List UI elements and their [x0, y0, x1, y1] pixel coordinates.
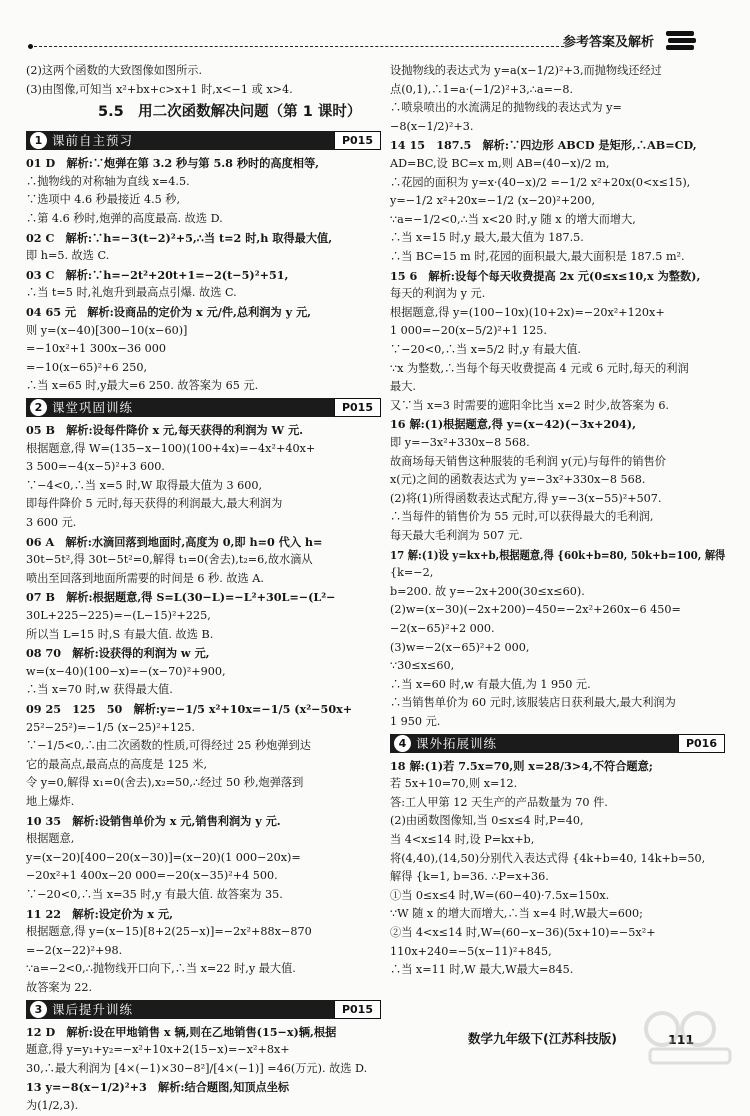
answer-line: =−10x²+1 300x−36 000	[26, 342, 167, 356]
answer-line: 即每件降价 5 元时,每天获得的利润最大,最大利润为	[26, 497, 283, 511]
answer-line: ∵−20<0,∴当 x=5/2 时,y 有最大值.	[390, 343, 581, 356]
answer-line: 25²−25²)=−1/5 (x−25)²+125.	[26, 720, 195, 734]
header-dot	[28, 44, 33, 49]
section-label: 课堂巩固训练	[52, 400, 134, 415]
answer-line: 10 35 解析:设销售单价为 x 元,销售利润为 y 元.	[26, 813, 281, 828]
answer-line: 地上爆炸.	[26, 795, 75, 808]
page-number: 111	[668, 1032, 695, 1047]
section-page-ref: P016	[678, 734, 725, 753]
section-number: 3	[30, 1001, 47, 1018]
answer-line: ∴当 x=11 时,W 最大,W最大=845.	[390, 963, 574, 977]
section-bar	[390, 734, 725, 753]
answer-line: 12 D 解析:设在甲地销售 x 辆,则在乙地销售(15−x)辆,根据	[26, 1024, 337, 1039]
answer-line: 3 600 元.	[26, 516, 77, 529]
answer-line: ∴花园的面积为 y=x·(40−x)/2 =−1/2 x²+20x(0<x≤15),	[390, 175, 691, 189]
answer-line: {k=−2,	[390, 566, 434, 580]
section-bar	[26, 1000, 381, 1019]
answer-line: ∵W 随 x 的增大而增大,∴当 x=4 时,W最大=600;	[390, 907, 643, 921]
section-page-ref: P015	[334, 131, 381, 150]
answer-line: 02 C 解析:∵h=−3(t−2)²+5,∴当 t=2 时,h 取得最大值,	[26, 230, 333, 245]
answer-line: b=200. 故 y=−2x+200(30≤x≤60).	[390, 584, 585, 598]
answer-line: ∵−4<0,∴当 x=5 时,W 取得最大值为 3 600,	[26, 478, 263, 492]
answer-line: =−10(x−65)²+6 250,	[26, 360, 148, 374]
answer-line: ∴当 x=70 时,w 获得最大值.	[26, 683, 173, 697]
answer-line: 1 950 元.	[390, 715, 441, 728]
lesson-title: 5.5 用二次函数解决问题（第 1 课时）	[98, 104, 362, 121]
answer-line: ∵−1/5<0,∴由二次函数的性质,可得经过 25 秒炮弹到达	[26, 739, 311, 753]
answer-line: ∵选项中 4.6 秒最接近 4.5 秒,	[26, 193, 181, 207]
answer-line: 05 B 解析:设每件降价 x 元,每天获得的利润为 W 元.	[26, 423, 304, 437]
answer-line: ∴当每件的销售价为 55 元时,可以获得最大的毛利润,	[390, 510, 654, 524]
answer-line: (3)由图像,可知当 x²+bx+c>x+1 时,x<−1 或 x>4.	[26, 82, 293, 96]
answer-line: ∴喷泉喷出的水流满足的抛物线的表达式为 y=	[390, 101, 622, 115]
answer-line: 若 5x+10=70,则 x=12.	[390, 777, 518, 791]
answer-line: (2)由函数图像知,当 0≤x≤4 时,P=40,	[390, 814, 584, 828]
answer-line: y=−1/2 x²+20x=−1/2 (x−20)²+200,	[390, 194, 596, 208]
answer-line: 110x+240=−5(x−11)²+845,	[390, 944, 552, 958]
answer-line: 1 000=−20(x−5/2)²+1 125.	[390, 324, 547, 338]
answer-line: ∵30≤x≤60,	[390, 659, 455, 673]
answer-line: ∴当 t=5 时,礼炮升到最高点引爆. 故选 C.	[26, 286, 237, 300]
answer-line: 最大.	[390, 380, 416, 394]
answer-line: 题意,得 y=y₁+y₂=−x²+10x+2(15−x)=−x²+8x+	[26, 1043, 290, 1057]
answer-line: 14 15 187.5 解析:∵四边形 ABCD 是矩形,∴AB=CD,	[390, 138, 697, 153]
answer-line: ∴第 4.6 秒时,炮弹的高度最高. 故选 D.	[26, 212, 223, 225]
answer-line: 则 y=(x−40)[300−10(x−60)]	[26, 323, 188, 337]
answer-line: ∴抛物线的对称轴为直线 x=4.5.	[26, 174, 190, 188]
section-label: 课前自主预习	[52, 133, 134, 149]
answer-line: 即 h=5. 故选 C.	[26, 249, 110, 263]
answer-line: ∴当 x=15 时,y 最大,最大值为 187.5.	[390, 231, 584, 245]
answer-line: 当 4<x≤14 时,设 P=kx+b,	[390, 833, 535, 846]
answer-line: 15 6 解析:设每个每天收费提高 2x 元(0≤x≤10,x 为整数),	[390, 268, 701, 283]
answer-line: 30,∴最大利润为 [4×(−1)×30−8²]/[4×(−1)] =46(万元). 故选 D.	[26, 1061, 368, 1075]
answer-line: 根据题意,得 y=(x−15)[8+2(25−x)]=−2x²+88x−870	[26, 925, 312, 939]
answer-line: 答:工人甲第 12 天生产的产品数量为 70 件.	[390, 795, 608, 809]
section-number: 2	[30, 399, 47, 416]
answer-line: ∴当 BC=15 m 时,花园的面积最大,最大面积是 187.5 m².	[390, 250, 685, 263]
answer-line: 17 解:(1)设 y=kx+b,根据题意,得 {60k+b=80, 50k+b=100, 解得	[390, 547, 726, 562]
section-page-ref: P015	[334, 1000, 381, 1019]
answer-line: ①当 0≤x≤4 时,W=(60−40)·7.5x=150x.	[390, 888, 610, 902]
answer-line: 故答案为 22.	[26, 981, 93, 994]
answer-line: 解得 {k=1, b=36. ∴P=x+36.	[390, 870, 549, 884]
answer-line: y=(x−20)[400−20(x−30)]=(x−20)(1 000−20x)=	[26, 850, 301, 864]
answer-line: ∴当 x=60 时,w 有最大值,为 1 950 元.	[390, 677, 591, 691]
section-number: 1	[30, 132, 47, 149]
answer-line: 令 y=0,解得 x₁=0(舍去),x₂=50,∴经过 50 秒,炮弹落到	[26, 776, 304, 790]
answer-line: 13 y=−8(x−1/2)²+3 解析:结合题图,知顶点坐标	[26, 1080, 290, 1095]
answer-line: ∵a=−1/2<0,∴当 x<20 时,y 随 x 的增大而增大,	[390, 212, 636, 226]
answer-line: 18 解:(1)若 7.5x=70,则 x=28/3>4,不符合题意;	[390, 758, 653, 773]
answer-line: =−2(x−22)²+98.	[26, 943, 123, 957]
header-rule	[34, 46, 564, 47]
answer-line: 根据题意,得 y=(100−10x)(10+2x)=−20x²+120x+	[390, 305, 665, 319]
answer-line: 它的最高点,最高点的高度是 125 米,	[26, 757, 208, 771]
section-bar	[26, 131, 381, 150]
answer-line: 30L+225−225)=−(L−15)²+225,	[26, 609, 211, 622]
answer-line: ②当 4<x≤14 时,W=(60−x−36)(5x+10)=−5x²+	[390, 926, 656, 939]
answer-line: 09 25 125 50 解析:y=−1/5 x²+10x=−1/5 (x²−50x+	[26, 702, 353, 716]
footer-book-title: 数学九年级下(江苏科技版)	[468, 1031, 617, 1046]
answer-line: 将(4,40),(14,50)分别代入表达式得 {4k+b=40, 14k+b=50,	[390, 851, 706, 865]
section-label: 课后提升训练	[52, 1001, 134, 1017]
answer-line: 每天的利润为 y 元.	[390, 287, 486, 301]
answer-line: (2)这两个函数的大致图像如图所示.	[26, 64, 203, 77]
answer-line: ∵x 为整数,∴当每个每天收费提高 4 元或 6 元时,每天的利润	[390, 361, 689, 375]
answer-line: x(元)之间的函数表达式为 y=−3x²+330x−8 568.	[390, 473, 646, 487]
answer-line: ∴当 x=65 时,y最大=6 250. 故答案为 65 元.	[26, 379, 259, 393]
answer-line: 即 y=−3x²+330x−8 568.	[390, 436, 530, 449]
answer-line: 所以当 L=15 时,S 有最大值. 故选 B.	[26, 627, 214, 641]
answer-line: ∴当销售单价为 60 元时,该服装店日获利最大,最大利润为	[390, 696, 676, 710]
answer-line: 为(1/2,3).	[26, 1099, 79, 1112]
answer-line: 06 A 解析:水滴回落到地面时,高度为 0,即 h=0 代入 h=	[26, 534, 323, 549]
answer-line: AD=BC,设 BC=x m,则 AB=(40−x)/2 m,	[390, 157, 610, 170]
answer-line: 点(0,1),∴1=a·(−1/2)²+3,∴a=−8.	[390, 82, 574, 96]
book-stack-icon	[664, 28, 698, 54]
answer-line: 故商场每天销售这种服装的毛利润 y(元)与每件的销售价	[390, 454, 666, 468]
answer-line: 03 C 解析:∵h=−2t²+20t+1=−2(t−5)²+51,	[26, 267, 289, 282]
section-label: 课外拓展训练	[416, 735, 498, 751]
answer-line: 根据题意,得 W=(135−x−100)(100+4x)=−4x²+40x+	[26, 441, 316, 455]
watermark-logo	[640, 1005, 740, 1070]
answer-line: 08 70 解析:设获得的利润为 w 元,	[26, 646, 210, 661]
answer-line: (2)w=(x−30)(−2x+200)−450=−2x²+260x−6 450=	[390, 603, 681, 617]
section-page-ref: P015	[334, 398, 381, 417]
section-bar	[26, 398, 381, 417]
answer-line: −20x²+1 400x−20 000=−20(x−35)²+4 500.	[26, 869, 278, 883]
answer-line: 16 解:(1)根据题意,得 y=(x−42)(−3x+204),	[390, 417, 636, 432]
answer-line: 01 D 解析:∵炮弹在第 3.2 秒与第 5.8 秒时的高度相等,	[26, 156, 320, 171]
answer-line: 又∵当 x=3 时需要的遮阳伞比当 x=2 时少,故答案为 6.	[390, 398, 669, 412]
answer-line: 设抛物线的表达式为 y=a(x−1/2)²+3,而抛物线还经过	[390, 64, 662, 77]
page-header-title: 参考答案及解析	[562, 35, 654, 50]
answer-line: (2)将(1)所得函数表达式配方,得 y=−3(x−55)²+507.	[390, 491, 662, 505]
answer-line: 07 B 解析:根据题意,得 S=L(30−L)=−L²+30L=−(L²−	[26, 590, 336, 605]
answer-line: 04 65 元 解析:设商品的定价为 x 元/件,总利润为 y 元,	[26, 305, 312, 319]
answer-line: 每天最大毛利润为 507 元.	[390, 529, 523, 542]
answer-line: −8(x−1/2)²+3.	[390, 119, 474, 133]
answer-line: w=(x−40)(100−x)=−(x−70)²+900,	[26, 664, 226, 678]
answer-line: 根据题意,	[26, 832, 75, 846]
answer-line: ∵−20<0,∴当 x=35 时,y 有最大值. 故答案为 35.	[26, 888, 283, 901]
answer-line: −2(x−65)²+2 000.	[390, 622, 495, 635]
answer-line: 喷出至回落到地面所需要的时间是 6 秒. 故选 A.	[26, 571, 264, 585]
answer-line: ∵a=−2<0,∴抛物线开口向下,∴当 x=22 时,y 最大值.	[26, 962, 296, 976]
answer-line: 11 22 解析:设定价为 x 元,	[26, 906, 174, 921]
answer-line: 30t−5t²,得 30t−5t²=0,解得 t₁=0(舍去),t₂=6,故水滴从	[26, 553, 313, 567]
section-number: 4	[394, 735, 411, 752]
answer-line: (3)w=−2(x−65)²+2 000,	[390, 640, 530, 654]
answer-line: 3 500=−4(x−5)²+3 600.	[26, 460, 165, 474]
